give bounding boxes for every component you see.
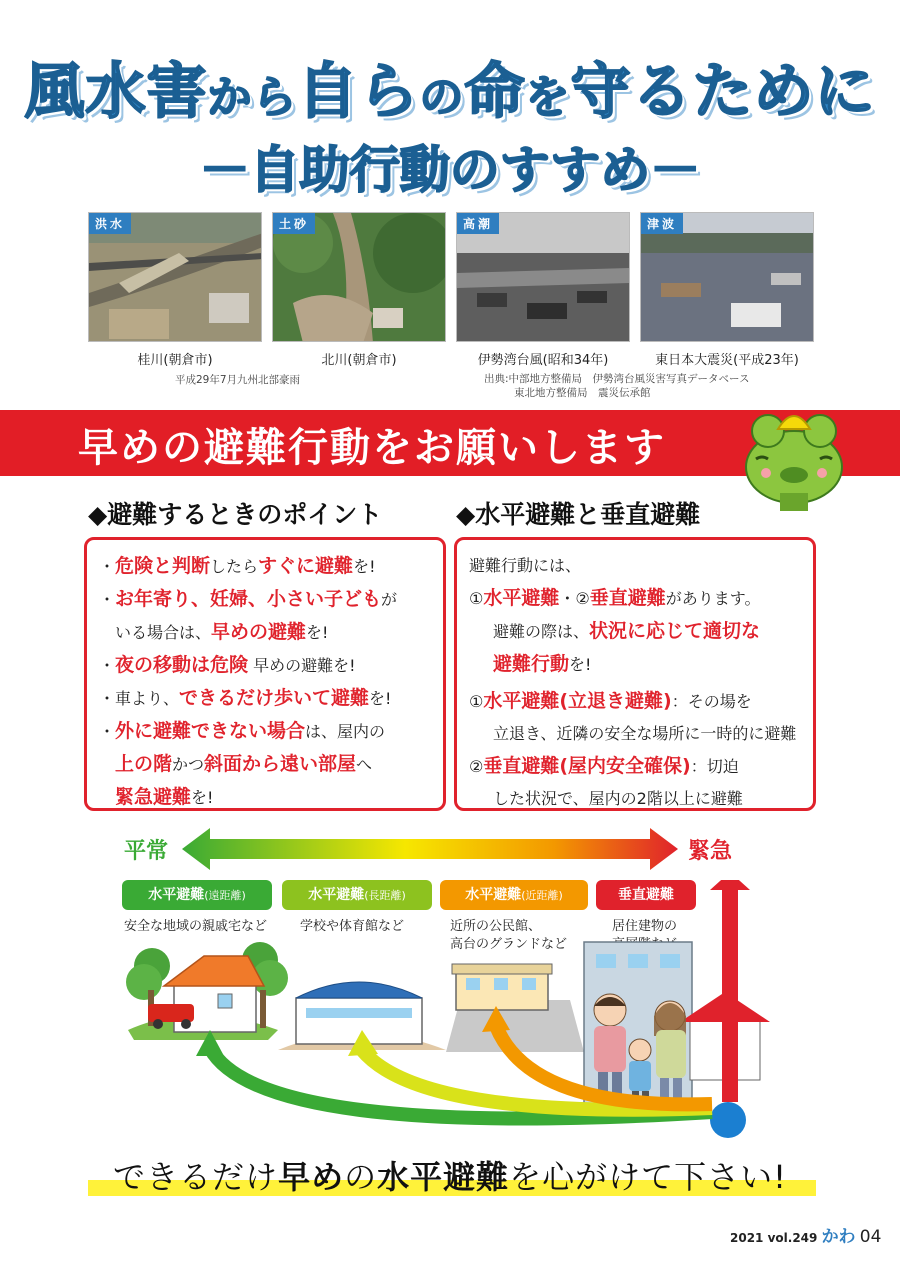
points-heading: ◆避難するときのポイント <box>88 500 383 529</box>
explain-line: 避難行動を! <box>493 653 592 675</box>
point-line: ・夜の移動は危険 早めの避難を! <box>99 654 356 676</box>
point-line: 上の階かつ斜面から遠い部屋へ <box>115 753 373 775</box>
photo-tag: 高潮 <box>457 213 499 234</box>
category-description: 居住建物の <box>612 919 678 934</box>
photo-tag: 津波 <box>641 213 683 234</box>
community-hall-icon <box>446 964 584 1052</box>
photo-caption: 東日本大震災(平成23年) <box>655 353 799 368</box>
page-subtitle: －自助行動のすすめ－ <box>199 141 701 199</box>
explain-line: 避難の際は、状況に応じて適切な <box>493 620 761 642</box>
point-line: ・お年寄り、妊婦、小さい子どもが <box>99 588 398 610</box>
point-line: ・車より、できるだけ歩いて避難を! <box>99 687 392 709</box>
horizontal-vertical-box <box>454 537 816 811</box>
explain-line: 立退き、近隣の安全な場所に一時的に避難 <box>493 724 797 743</box>
category-tag: 垂直避難 <box>596 880 696 910</box>
category-description: 学校や体育館など <box>300 919 405 934</box>
explain-line: ①水平避難・②垂直避難があります。 <box>469 587 761 609</box>
landslide-photo <box>272 212 446 342</box>
relative-house-icon <box>126 942 288 1040</box>
urgency-scale-arrow <box>120 824 780 874</box>
evacuation-points-box <box>84 537 446 811</box>
disaster-photos <box>88 212 814 344</box>
horizontal-vertical-heading: ◆水平避難と垂直避難 <box>456 500 701 529</box>
scale-normal-label: 平常 <box>124 839 169 864</box>
scale-emergency-label: 緊急 <box>688 839 733 864</box>
page-title: 風水害から自らの命を守るために <box>24 57 876 127</box>
photo-source: 出典:中部地方整備局 伊勢湾台風災害写真データベース 東北地方整備局 震災伝承館 <box>484 373 750 399</box>
category-description: 安全な地域の親戚宅など <box>124 919 268 934</box>
explain-line: した状況で、屋内の2階以上に避難 <box>493 789 743 808</box>
photo-tag: 洪水 <box>89 213 131 234</box>
photo-caption: 桂川(朝倉市) <box>137 353 213 368</box>
point-line: ・危険と判断したらすぐに避難を! <box>99 555 376 577</box>
point-line: ・外に避難できない場合は、屋内の <box>99 720 386 742</box>
tsunami-photo <box>640 212 814 342</box>
category-tag: 水平避難(近距離) <box>440 880 588 910</box>
storm-surge-photo <box>456 212 630 342</box>
frog-mascot-icon <box>738 405 850 513</box>
category-tag: 水平避難(長距離) <box>282 880 432 910</box>
evacuation-illustration <box>100 880 820 1150</box>
explain-line: ①水平避難(立退き避難)：その場を <box>469 690 752 712</box>
explain-line: ②垂直避難(屋内安全確保)：切迫 <box>469 755 739 777</box>
category-description: 近所の公民館、 高台のグランドなど <box>450 919 568 952</box>
page-footer: 2021 vol.249 かわ 04 <box>730 1227 882 1247</box>
explain-line: 避難行動には、 <box>469 556 582 575</box>
photo-tag: 土砂 <box>273 213 315 234</box>
photo-caption: 北川(朝倉市) <box>321 353 397 368</box>
category-tag: 水平避難(遠距離) <box>122 880 272 910</box>
photo-caption: 伊勢湾台風(昭和34年) <box>477 353 609 368</box>
photo-subcaption: 平成29年7月九州北部豪雨 <box>175 374 301 386</box>
banner-text: 早めの避難行動をお願いします <box>78 425 666 471</box>
bottom-slogan: できるだけ早めの水平避難を心がけて下さい! <box>113 1158 787 1196</box>
flood-photo <box>88 212 262 342</box>
point-line: いる場合は、早めの避難を! <box>115 621 329 643</box>
point-line: 緊急避難を! <box>115 786 214 808</box>
